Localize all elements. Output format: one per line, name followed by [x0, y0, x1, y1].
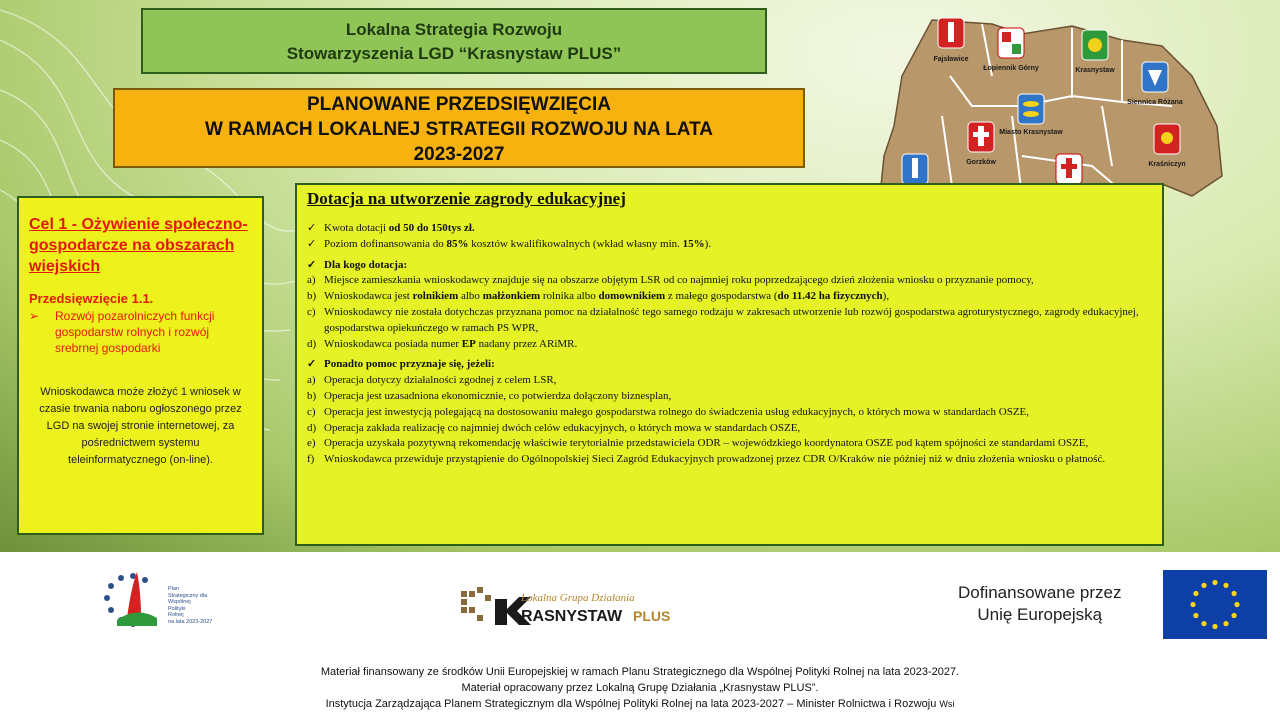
list-item — [307, 421, 1152, 437]
list-item — [307, 305, 1152, 337]
map-label-miasto-krasnystaw: Miasto Krasnystaw — [999, 129, 1063, 136]
eu-star-icon — [1234, 602, 1239, 607]
map-label-krasnystaw: Krasnystaw — [1075, 67, 1115, 74]
list-item-text: Wnioskodawcy nie została dotychczas przyznana pomoc na działalność tego samego rodzaju w zakresach utworzenie lub rozwój gospodarstwa agroturystycznego, zagrody edukacyjnej, gospodarstwa opiekuńczego w ramach PS WPR, — [324, 305, 1139, 334]
bullet-bold: od 50 do 150tys zł. — [388, 222, 475, 234]
strategy-title-line1: Lokalna Strategia Rozwoju — [345, 20, 563, 39]
bullet-funding-level — [307, 237, 1152, 253]
footnote-line2: Materiał opracowany przez Lokalną Grupę Działania „Krasnystaw PLUS”. — [461, 682, 819, 694]
map-label-siennica: Siennica Różana — [1127, 99, 1183, 106]
section-conditions-heading — [307, 357, 1152, 373]
psp-line: Rolnej — [168, 612, 184, 618]
lgd-logo-line2a: RASNYSTAW — [521, 608, 623, 625]
map-label-fajslawice: Fajsławice — [933, 56, 969, 63]
heading-line3: 2023-2027 — [413, 144, 505, 165]
footnote-line3-text: Instytucja Zarządzająca Planem Strategicznym dla Wspólnej Polityki Rolnej na lata 2023-2027 – Minister Rolnictwa i Rozwoju — [325, 698, 937, 710]
check-icon: ✓ — [307, 222, 317, 234]
psp-logo-text — [168, 586, 212, 625]
list-marker: c) — [307, 305, 316, 318]
list-marker: e) — [307, 437, 316, 450]
project-title: Przedsięwzięcie 1.1. — [29, 291, 154, 306]
list-marker: b) — [307, 389, 317, 402]
lgd-krasnystaw-logo — [459, 585, 689, 627]
eu-star-icon — [1190, 602, 1195, 607]
list-item-bold: do 11.42 ha fizycznych — [777, 290, 883, 303]
list-item-text: Operacja jest uzasadniona ekonomicznie, co potwierdza dołączony biznesplan, — [324, 389, 672, 402]
bullet-amount — [307, 221, 1152, 237]
map-label-lopiennik: Łopiennik Górny — [983, 65, 1039, 72]
applicant-note: Wnioskodawca może złożyć 1 wniosek w czasie trwania naboru ogłoszonego przez LGD na swojej stronie internetowej, za pośrednictwem systemu teleinformatycznego (on-line). — [39, 386, 242, 466]
footnote-line3 — [0, 696, 1280, 712]
psp-line: Wspólnej — [168, 599, 191, 605]
wheat-icon — [127, 572, 141, 618]
section-heading-text: Ponadto pomoc przyznaje się, jeżeli: — [324, 358, 495, 371]
eu-star-icon — [1232, 591, 1237, 596]
list-marker: a) — [307, 274, 316, 287]
eu-star-icon — [1212, 580, 1217, 585]
list-item-text: ), — [882, 290, 890, 303]
list-item-text: Wnioskodawca jest — [324, 290, 413, 303]
list-item-bold: EP — [461, 337, 476, 350]
eu-flag-icon — [1163, 570, 1267, 639]
list-item-text: Operacja dotyczy działalności zgodnej z celem LSR, — [324, 374, 557, 387]
map-label-krasniczyn: Kraśniczyn — [1148, 161, 1186, 168]
list-item-text: Wnioskodawca przewiduje przystąpienie do Ogólnopolskiej Sieci Zagród Edukacyjnych prowadzonej przez CDR O/Kraków nie później niż w dniu złożenia wniosku o płatność. — [324, 453, 1106, 466]
heading-line2: W RAMACH LOKALNEJ STRATEGII ROZWOJU NA LATA — [204, 119, 714, 140]
eu-star-icon — [1201, 583, 1206, 588]
list-item-text: Miejsce zamieszkania wnioskodawcy znajduje się na obszarze objętym LSR od co najmniej roku poprzedzającego dzień złożenia wniosku o przyznanie pomocy, — [324, 274, 1034, 287]
list-item-text: Operacja uzyskała pozytywną rekomendację właściwie terytorialnie przedstawiciela ODR – wojewódzkiego koordynatora OSZE pod kątem spójności ze standardami OSZE, — [324, 437, 1089, 450]
list-item — [307, 273, 1152, 289]
crest-fajslawice — [933, 18, 968, 63]
list-item — [307, 373, 1152, 389]
list-item — [307, 405, 1152, 421]
bullet-bold: 85% — [446, 237, 469, 250]
check-icon: ✓ — [307, 358, 317, 371]
grant-title: Dotacja na utworzenie zagrody edukacyjnej — [307, 189, 626, 208]
project-item — [29, 308, 252, 356]
field-icon — [117, 612, 157, 626]
bullet-text: Poziom dofinansowania do — [324, 237, 447, 250]
section-heading-text: Dla kogo dotacja: — [324, 258, 408, 271]
list-marker: c) — [307, 405, 316, 418]
project-item-text: Rozwój pozarolniczych funkcji gospodarstw rolnych i rozwój srebrnej gospodarki — [55, 309, 215, 355]
heading-line1: PLANOWANE PRZEDSIĘWZIĘCIA — [306, 94, 611, 115]
strategy-title-box — [141, 8, 767, 74]
psp-line: Polityki — [168, 605, 186, 612]
crest-krasniczyn — [1148, 124, 1185, 168]
goal-title: Cel 1 - Ożywienie społeczno-gospodarcze na obszarach wiejskich — [29, 216, 248, 275]
lgd-logo-line2b: PLUS — [633, 608, 671, 624]
list-item-text: Wnioskodawca posiada numer — [324, 337, 462, 350]
eu-star-icon — [1223, 583, 1228, 588]
list-item-text: Operacja zakłada realizację co najmniej dwóch celów edukacyjnych, o których mowa w standardach OSZE, — [324, 421, 801, 434]
list-item-bold: domownikiem — [598, 290, 666, 303]
eu-star-icon — [1212, 624, 1217, 629]
lgd-logo-line1: Lokalna Grupa Działania — [521, 592, 635, 604]
arrow-bullet-icon: ➢ — [29, 309, 40, 323]
list-item — [307, 452, 1152, 468]
goal-panel — [17, 196, 264, 535]
list-item-bold: małżonkiem — [482, 290, 541, 303]
eu-star-icon — [1223, 621, 1228, 626]
list-item — [307, 337, 1152, 353]
map-label-gorzkow: Gorzków — [966, 159, 996, 166]
eu-line1: Dofinansowane przez — [958, 583, 1122, 602]
bullet-text: kosztów kwalifikowalnych (wkład własny min. — [468, 237, 683, 250]
list-item-text: albo — [458, 290, 483, 303]
check-icon: ✓ — [307, 237, 317, 250]
bullet-text: Kwota dotacji — [324, 222, 389, 234]
list-marker: d) — [307, 337, 317, 350]
list-item-text: nadany przez ARiMR. — [475, 337, 578, 350]
footnote-line3-small: Wsi — [939, 699, 955, 709]
planned-projects-heading — [113, 88, 805, 168]
eu-star-icon — [1232, 613, 1237, 618]
strategy-title-line2: Stowarzyszenia LGD “Krasnystaw PLUS” — [286, 44, 622, 63]
list-item-text: Operacja jest inwestycją polegającą na dostosowaniu małego gospodarstwa rolnego do świadczenia usług edukacyjnych, o których mowa w standardach OSZE, — [324, 405, 1030, 418]
bullet-bold: 15% — [682, 237, 705, 250]
funding-footnote — [0, 664, 1280, 712]
check-icon: ✓ — [307, 258, 317, 271]
list-marker: b) — [307, 290, 317, 303]
eu-star-icon — [1193, 591, 1198, 596]
list-item-bold: rolnikiem — [412, 290, 459, 303]
psp-line: na lata 2023-2027 — [168, 618, 213, 625]
eu-star-icon — [1193, 613, 1198, 618]
list-item-text: rolnika albo — [540, 290, 599, 303]
eu-star-icon — [1201, 621, 1206, 626]
bullet-text: ). — [704, 237, 712, 250]
list-marker: a) — [307, 374, 316, 387]
eu-cofinancing-text — [958, 582, 1121, 626]
list-marker: d) — [307, 421, 317, 434]
grant-details-panel — [295, 183, 1164, 546]
list-marker: f) — [307, 453, 315, 466]
crest-gorzkow — [966, 122, 996, 166]
list-item — [307, 436, 1152, 452]
footnote-line1: Materiał finansowany ze środków Unii Europejskiej w ramach Planu Strategicznego dla Wspólnej Polityki Rolnej na lata 2023-2027. — [320, 666, 960, 678]
list-item-text: z małego gospodarstwa ( — [665, 290, 778, 303]
psp-logo — [97, 568, 237, 632]
list-item — [307, 389, 1152, 405]
psp-line: Strategiczny dla — [168, 592, 208, 599]
section-eligibility-heading — [307, 258, 1152, 274]
list-item — [307, 289, 1152, 305]
pixel-k-icon — [461, 587, 491, 621]
psp-line: Plan — [168, 586, 180, 592]
eu-line2: Unię Europejską — [977, 605, 1103, 624]
